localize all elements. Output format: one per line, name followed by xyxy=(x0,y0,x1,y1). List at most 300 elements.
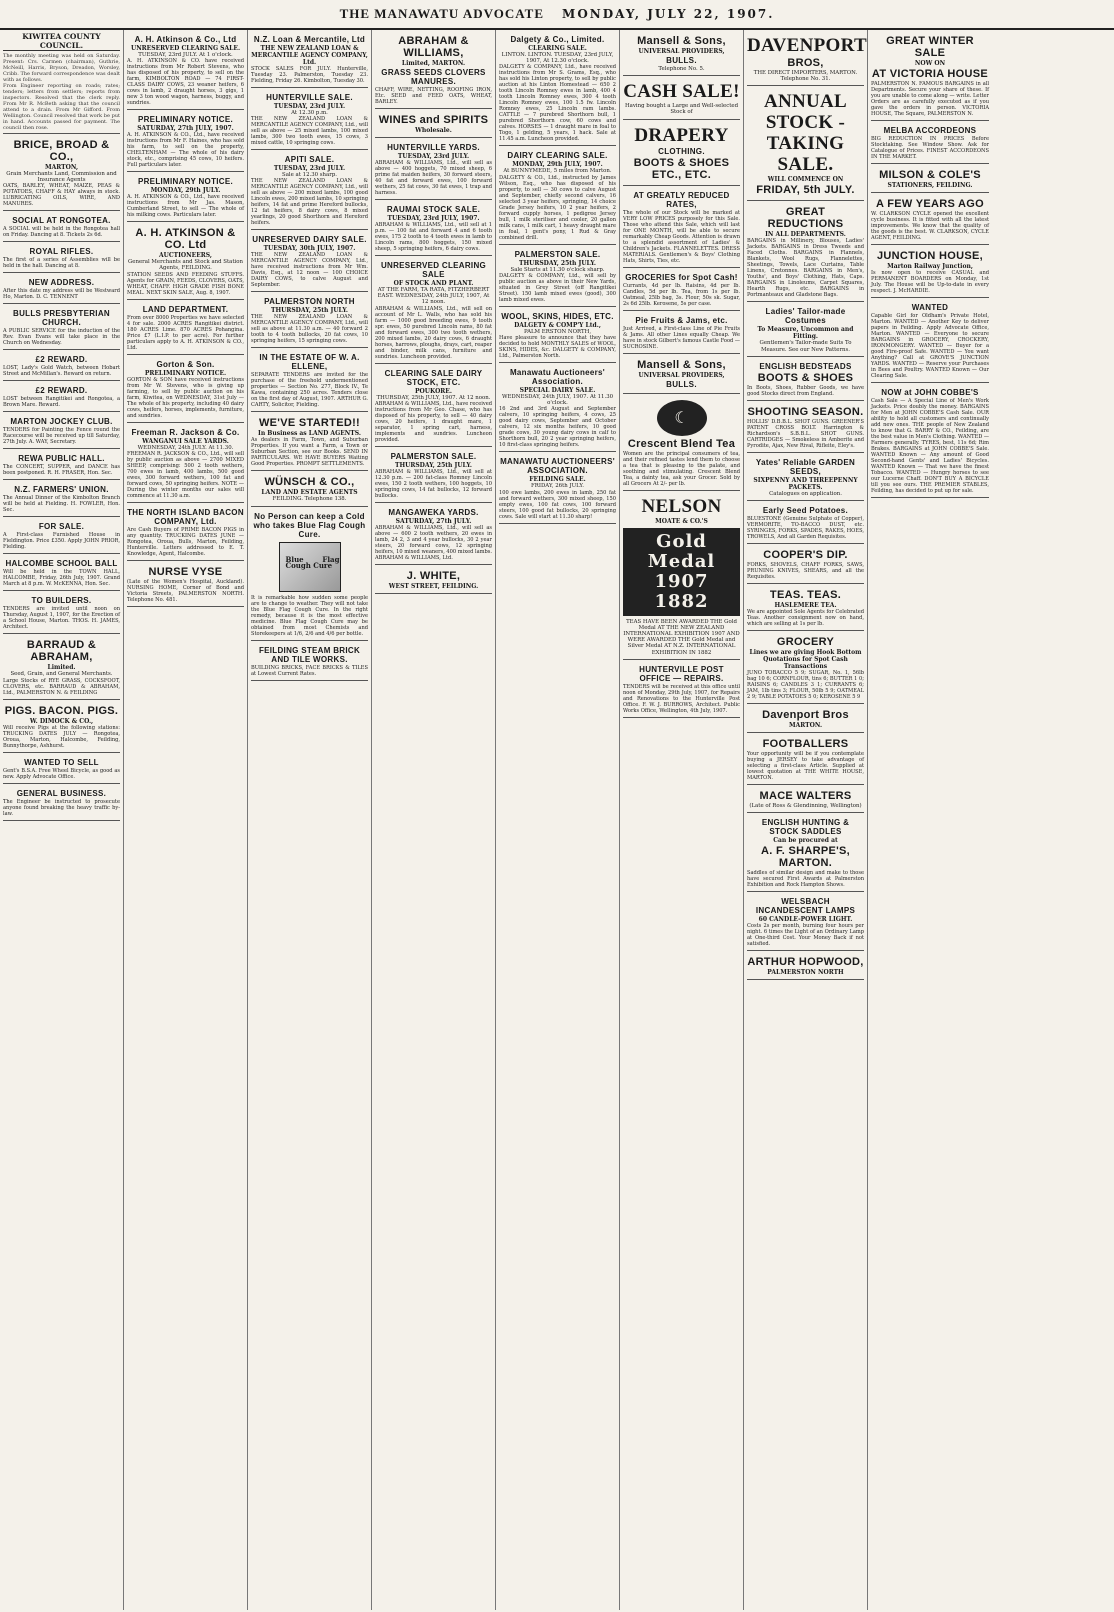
ad-tailor-costumes xyxy=(747,304,864,356)
ad-title: Pie Fruits & Jams, etc. xyxy=(635,315,728,325)
ad-subtitle: Wholesale. xyxy=(415,127,452,134)
ad-reward-2 xyxy=(3,383,120,412)
ad-poukore xyxy=(375,366,492,447)
ad-title: A. H. Atkinson & Co., Ltd xyxy=(134,35,237,44)
blue-flag-illustration xyxy=(279,542,341,592)
ad-body: 100 ewe lambs, 200 ewes in lamb, 250 fat and forward wethers, 300 mixed sheep, 150 empty ewes, 100 fat cows, 100 forward steers, 100 good fat bullocks, 20 springing cows. Sale will start at 11.30 sharp! xyxy=(499,489,616,520)
ad-body: (Late of the Women's Hospital, Auckland). NURSING HOME, Corner of Bond and Victoria Streets, PALMERSTON NORTH. Telephone No. 481. xyxy=(127,578,244,603)
ad-title: HUNTERVILLE POST OFFICE — REPAIRS. xyxy=(639,664,724,683)
ad-body: A. H. ATKINSON & CO., Ltd., have received instructions from Mr F. Haines, who has sold his farm, to sell on the property, CHELTENHAM — The whole of his dairy stock, etc., comprising 45 cows, 10 heifers. Full particulars later. xyxy=(127,132,244,169)
ad-line: At 12.30 p.m. xyxy=(291,110,328,116)
ad-groceries xyxy=(623,270,740,311)
ad-atkinson-auctioneers xyxy=(127,224,244,299)
ad-body: Costs 2s per month, burning four hours per night. 6 times the Light of an Ordinary Lamp at One-third Cost. Your Money Back if not satisfied. xyxy=(747,923,864,948)
ad-blue-flag xyxy=(251,509,368,641)
ad-body: ABRAHAM & WILLIAMS, Ltd., will sell on account of Mr L. Walls, who has sold his farm — 1000 good breeding ewes, 9 tooth spr. ewes, 50 purebred Lincoln rams, 80 fat and forward ewes, 300 two tooth wethers, 200 mixed lambs, 20 dairy cows, 6 draught horses, harrows, ploughs, drays, cart, reaper and binder, milk cans, furniture and sundries. Luncheon provided. xyxy=(375,305,492,360)
ad-body: A SOCIAL will be held in the Rongotea hall on Friday. Dancing at 8. Tickets 2s 6d. xyxy=(3,226,120,239)
ad-subtitle: MONDAY, 29th JULY. xyxy=(150,187,221,195)
ad-title: HUNTERVILLE YARDS. xyxy=(387,143,480,152)
ad-brice-broad xyxy=(3,136,120,211)
ad-subtitle: MARTON, xyxy=(44,164,79,171)
ad-body: Cash Sale — A Special Line of Men's Work Jackets. Price doubly the money. BARGAINS for Men at JOHN COBBE'S Cash Sale. OUR ability to hold all customers and continually add new ones. THE people of New Zealand to know that G. BARRY & CO., Feilding, are the best value in Men's Clothing. WANTED — Farmers generally. TYRES, best, 11s 6d; Rim Brakes. BARGAINS at JOHN COBBE'S Sale. WANTED Known — Any amount of Good Second-hand Gents' and Ladies' Bicycles. WANTED Known — That we have the finest Tobacco. WANTED — Hungry horses to see our Lucerne Chaff. DON'T BUY A BICYCLE till you see ours. THE PREMIER STABLES, Feilding, has decided to put up for sale. xyxy=(871,398,990,494)
ad-subtitle: TUESDAY, 23rd JULY. xyxy=(397,153,470,160)
ad-body: Will receive Pigs at the following stations: TRUCKING DATES JULY — Rongotea, Oroua, Marton, Halcombe, Feilding, Bunnythorpe, Ashhurst. xyxy=(3,724,120,749)
ad-body: ABRAHAM & WILLIAMS, Ltd., will sell at 1 p.m. — 100 fat and forward 4 and 6 tooth ewes, 175 2 tooth to 4 tooth ewes in lamb to Lincoln rams, 800 hoggets, 150 mixed sheep, 5 springing heifers, 6 dairy cows. xyxy=(375,222,492,252)
ad-manawatu-feilding xyxy=(499,454,616,523)
newspaper-page xyxy=(0,30,1114,1610)
ad-body: ABRAHAM & WILLIAMS, Ltd., will sell as above — 600 2 tooth wethers, 20 ewes in lamb, 24 2, 3 and 4 year bullocks, 30 2 year steers, 20 forward cows, 12 springing heifers, 10 mixed weaners, 400 mixed lambs. ABRAHAM & WILLIAMS, Ltd. xyxy=(375,524,492,561)
ad-new-address xyxy=(3,275,120,304)
ad-title: NEW ADDRESS. xyxy=(28,278,95,288)
ad-body: LOST, Lady's Gold Watch, between Hobart Street and McMillan's. Reward on return. xyxy=(3,365,120,378)
gold-medal-text: Gold Medal xyxy=(647,530,716,572)
column-6 xyxy=(620,30,744,1610)
ad-body: CHAFF, WIRE, NETTING, ROOFING IRON, Etc. SEED and FEED OATS, WHEAT, BARLEY. xyxy=(375,87,492,105)
ad-title: NELSON xyxy=(641,495,722,517)
ad-body: THE NEW ZEALAND LOAN & MERCANTILE AGENCY COMPANY, Ltd., have received instructions from Mr Wm. Davis, Esq., at 12 noon — 100 CHOICE DAIRY COWS, to calve August and September. xyxy=(251,252,368,289)
ad-body: BUILDING BRICKS, FACE BRICKS & TILES at Lowest Current Rates. xyxy=(251,664,368,677)
ad-subtitle: HASLEMERE TEA. xyxy=(774,602,837,610)
ad-title: NOW at JOHN COBBE'S xyxy=(881,388,979,397)
ad-body: A. H. ATKINSON & CO., Ltd., have received instructions from Mr Jas. Mason, Cumberland Street, to sell — The whole of his milking cows. Particulars later. xyxy=(127,194,244,219)
ad-j-white xyxy=(375,567,492,594)
ad-body: Are Cash Buyers of PRIME BACON PIGS in any quantity. TRUCKING DATES JUNE — Rongotea, Oroua, Bulls, Marton, Feilding, Hunterville. Letters addressed to E. T. Knowledge, Agent, Halcombe. xyxy=(127,526,244,557)
ad-body: After this date my address will be Westward Ho, Marton. D. C. TENNENT xyxy=(3,288,120,301)
article-intro: The monthly meeting was held on Saturday. Present: Crs. Carmen (chairman), Guthrie, McNeill, Harris, Bryson, Dreadon, Worsley, Cribb. The forward correspondence was dealt with as follows. xyxy=(3,53,120,83)
ad-body: Saddles of similar design and make to those have secured First Awards at Palmerston Exhibition and Rock Hampton Shows. xyxy=(747,870,864,889)
ad-title: MELBA ACCORDEONS xyxy=(883,126,977,135)
ad-body: STATION SEEDS AND FEEDING STUFFS. Agents for GRAIN, FEEDS, CLOVERS, OATS, WHEAT, CHAFF. HIGH GRADE FISH BONE MEAL. NEXT SKIN SALE, Aug. 8, 1907. xyxy=(127,271,244,296)
column-5 xyxy=(496,30,620,1610)
ad-weve-started xyxy=(251,414,368,471)
ad-title: ENGLISH HUNTING & STOCK SADDLES xyxy=(761,818,850,837)
ad-teas xyxy=(747,586,864,631)
ad-subtitle: Marton Railway Junction, xyxy=(887,263,973,270)
ad-to-builders xyxy=(3,593,120,634)
ad-title: GREAT WINTER SALE xyxy=(886,35,974,59)
ad-subtitle: Limited, MARTON. xyxy=(401,60,466,67)
ad-subtitle: THURSDAY, 25th JULY. xyxy=(394,461,472,469)
ad-title: RAUMAI STOCK SALE. xyxy=(386,205,481,214)
ad-stocktaking xyxy=(747,88,864,201)
ad-welsbach xyxy=(747,894,864,951)
ad-footballers xyxy=(747,735,864,785)
ad-jockey-club xyxy=(3,414,120,449)
ad-pie-fruits xyxy=(623,313,740,354)
ad-title: TEAS. TEAS. xyxy=(769,589,842,602)
ad-body: A PUBLIC SERVICE for the induction of the Rev. Evan Evans will take place in the Church on Wednesday. xyxy=(3,328,120,347)
ad-dalgety-clearing xyxy=(499,32,616,146)
ad-title: HALCOMBE SCHOOL BALL xyxy=(5,559,118,569)
ad-body: Your opportunity will be if you contemplate buying a JERSEY to take advantage of selecting a first-class Article. Supplied at lowest quotation at THE WHITE HOUSE, MARTON. xyxy=(747,751,864,782)
ad-body: STOCK SALES FOR JULY. Hunterville, Tuesday 23. Palmerston, Tuesday 23. Fielding, Friday 26. Kimbolton, Tuesday 30. xyxy=(251,66,368,84)
ad-mansell-footer xyxy=(623,356,740,394)
ad-general-business xyxy=(3,786,120,821)
ad-body: PALMERSTON N. FAMOUS BARGAINS in all Departments. Secure your share of these. If you are unable to come along — write. Letter Orders are as carefully executed as if you gave the orders in person. VICTORIA HOUSE, The Square, PALMERSTON N. xyxy=(871,81,989,117)
ad-garden-seeds xyxy=(747,455,864,501)
ad-body: From over 8000 Properties we have selected 4 for sale. 2000 ACRES Rangitikei district. 180 ACRES Lime. 870 ACRES Pohangina. Price £7 (L.I.P. to per acre). For further particulars apply to A. H. ATKINSON & CO., Ltd. xyxy=(127,314,244,351)
ad-title: N.Z. FARMERS' UNION. xyxy=(14,485,109,495)
ad-line: Grain Merchants Land, Commission and Insurance Agents xyxy=(6,171,117,184)
ad-saddles xyxy=(747,815,864,892)
ad-wanted-list xyxy=(871,300,989,383)
ad-body: The Annual Dinner of the Kimbolton Branch will be held at Fielding. H. FOWLER, Hon. Sec. xyxy=(3,495,120,514)
ad-title: COOPER'S DIP. xyxy=(763,549,848,562)
ad-line: TEAS HAVE BEEN AWARDED THE Gold Medal AT THE NEW ZEALAND INTERNATIONAL EXHIBITION 1907 AND WERE AWARDED THE Gold Medal and Silver Medal AT N.Z. INTERNATIONAL EXHIBITION IN 1882 xyxy=(623,618,740,656)
ad-subtitle: SATURDAY, 27th JULY. xyxy=(395,517,472,525)
ad-body: The CONCERT, SUPPER, and DANCE has been postponed. R. H. FRASER, Hon. Sec. xyxy=(3,464,120,477)
ad-title: Manawatu Auctioneers' Association. xyxy=(509,368,606,387)
ad-title: ARTHUR HOPWOOD, xyxy=(747,956,864,969)
ad-title: GREAT REDUCTIONS xyxy=(767,206,844,231)
ad-title: SOCIAL AT RONGOTEA. xyxy=(12,216,111,226)
ad-mangaweka xyxy=(375,505,492,565)
ad-line: AT THE FARM, TA RATA, FITZHERBERT EAST. WEDNESDAY, 24th JULY, 1907, At 12 noon. xyxy=(377,287,490,306)
ad-body: TENDERS will be received at this office until noon of Monday, 29th July, 1907, for Repairs and Renovations to the Hunterville Post Office. F. W. J. BURROWS, Architect. Public Works Office, Wellington, 4th July, 1907. xyxy=(623,683,740,714)
ad-line: FRIDAY, 5th JULY. xyxy=(756,184,855,197)
ad-body: HOLLIS' D.B.B.L. SHOT GUNS. GREENER'S PATENT CROSS BOLT. Harrington & Richardson's S.B.B.L. SHOT GUNS. CARTRIDGES — Smokeless in Amberite and Pyrodite, Ajax, New Rival, Rifleite, Eley's. xyxy=(747,418,864,449)
ad-title: MACE WALTERS xyxy=(759,790,852,803)
ad-body: The first of a series of Assemblies will be held in the hall. Dancing at 8. xyxy=(3,257,120,270)
ad-subtitle: BROS, xyxy=(787,57,824,69)
column-1 xyxy=(0,30,124,1610)
ad-subtitle: Lines we are giving Hook Bottom Quotations for Spot Cash Transactions xyxy=(749,649,862,671)
ad-junction-house xyxy=(871,247,989,298)
ad-subtitle: TUESDAY, 23rd JULY. xyxy=(273,165,346,173)
ad-subtitle: IN ALL DEPARTMENTS. xyxy=(765,231,846,239)
ad-drapery xyxy=(623,122,740,186)
ad-cash-sale xyxy=(623,78,740,119)
ad-title: PRELIMINARY NOTICE. xyxy=(137,115,234,125)
ad-title: JUNCTION HOUSE, xyxy=(877,250,983,262)
ad-body: Women are the principal consumers of tea, and their refined tastes lend them to choose a tea that is pleasing to the palate, and soothing and stimulating. Crescent Blend Tea, a dainty tea, ask your Grocer. Sold by all Grocers At 2/- per lb. xyxy=(623,450,740,487)
ad-subtitle: TUESDAY, 30th JULY, 1907. xyxy=(263,245,356,253)
ad-wool-skins xyxy=(499,309,616,363)
ad-unreserved-dairy xyxy=(251,232,368,292)
ad-body: ABRAHAM & WILLIAMS, Ltd., have received instructions from Mr Geo. Chase, who has disposed of his property, to sell — 40 dairy cows, 20 heifers, 1 draught mare, 1 separator, 1 spring cart, harness, implements and sundries. Luncheon provided. xyxy=(375,400,492,443)
ad-halcombe-ball xyxy=(3,556,120,591)
ad-john-cobbe xyxy=(871,385,989,498)
ad-line: BULLS. xyxy=(666,56,697,65)
ad-title: DRAPERY xyxy=(634,124,729,146)
ad-atkinson-clearing xyxy=(127,32,244,110)
ad-subtitle: To Measure, Uncommon and Fitting. xyxy=(757,326,854,341)
ad-subtitle: SIXPENNY AND THREEPENNY PACKETS. xyxy=(753,476,858,491)
ad-subtitle: WEST STREET, FEILDING. xyxy=(388,582,479,590)
ad-body: The Engineer be instructed to prosecute anyone found breaking the heavy traffic by-law. xyxy=(3,798,120,817)
ad-title: GROCERIES for Spot Cash! xyxy=(625,272,738,282)
ad-title: PRELIMINARY NOTICE. xyxy=(137,177,234,187)
ad-subtitle: MOATE & CO.'S xyxy=(655,517,708,525)
ad-title: £2 REWARD. xyxy=(35,386,88,396)
ad-title: HUNTERVILLE SALE. xyxy=(266,93,353,102)
ad-subtitle: Can be procured at xyxy=(773,837,838,845)
ad-estate-ellene xyxy=(251,350,368,412)
ad-hopwood xyxy=(747,953,864,980)
ad-body: Gent's B.S.A. Free Wheel Bicycle, as good as new. Apply Advocate Office. xyxy=(3,767,120,780)
ad-body: FORKS, SHOVELS, CHAFF FORKS, SAWS, PRUNING KNIVES, SHEARS, and all the Requisites. xyxy=(747,562,864,581)
ad-manawatu-dairy xyxy=(499,365,616,452)
ad-seed-potatoes xyxy=(747,503,864,544)
ad-land-department xyxy=(127,302,244,355)
ad-unreserved-clearing xyxy=(375,258,492,364)
ad-body: A First-class Furnished House in Fieldington. Price £350. Apply JOHN PRIOR, Fielding. xyxy=(3,532,120,551)
ad-subtitle: CLOTHING. xyxy=(658,146,705,156)
ad-title: CASH SALE! xyxy=(623,81,740,103)
ad-body: W. CLARKSON CYCLE opened the excellent cycle business. It is fitted with all the latest improvements. We know that the quality of the goods is the best. W. CLARKSON, CYCLE AGENT, FEILDING. xyxy=(871,211,989,241)
ad-body: LOST between Rangitikei and Rongotea, a Brown Mare. Reward. xyxy=(3,396,120,409)
ad-farmers-union xyxy=(3,482,120,517)
ad-shooting xyxy=(747,403,864,453)
ad-title: MILSON & COLE'S xyxy=(879,169,981,181)
ad-line: AT VICTORIA HOUSE xyxy=(871,68,989,80)
flag-label: Blue Flag Cough Cure xyxy=(285,554,340,570)
ad-body: In Boots, Shoes, Rubber Goods, we have good Stocks direct from England. xyxy=(747,384,864,397)
ad-title: FEILDING STEAM BRICK AND TILE WORKS. xyxy=(258,645,361,664)
ad-subtitle: OF STOCK AND PLANT. xyxy=(393,280,474,287)
ad-title: WANTED xyxy=(911,303,949,312)
ad-palmerston-sale xyxy=(375,449,492,503)
ad-title: THE NORTH ISLAND BACON COMPANY, Ltd. xyxy=(127,507,244,526)
ad-subtitle: (Late of Ross & Glendinning, Wellington) xyxy=(749,803,862,810)
ad-nurse-vyse xyxy=(127,563,244,607)
ad-davenport-footer xyxy=(747,706,864,733)
ad-line: THE DIRECT IMPORTERS, MARTON. Telephone No. 31. xyxy=(753,70,858,83)
ad-subtitle: UNIVERSAL PROVIDERS, xyxy=(638,48,725,55)
ad-title: ENGLISH BEDSTEADS xyxy=(759,361,852,371)
ad-title: PALMERSTON SALE. xyxy=(514,249,601,259)
ad-line: General Merchants and Stock and Station Agents, FEILDING. xyxy=(128,259,243,272)
ad-title: FOOTBALLERS xyxy=(762,738,849,751)
ad-brick-works xyxy=(251,643,368,681)
ad-body: TENDERS are invited until noon on Thursday, August 1, 1907, for the Erection of a School House, Marton. THOS. H. JAMES, Architect. xyxy=(3,606,120,631)
ad-subtitle: THURSDAY, 25th JULY. xyxy=(518,259,596,267)
ad-gorton-son xyxy=(127,357,244,423)
ad-subtitle: CLEARING SALE. xyxy=(528,45,587,52)
ad-palmerston-north xyxy=(251,294,368,348)
ad-line: PALM ERSTON NORTH, xyxy=(523,328,592,335)
ad-title: NURSE VYSE xyxy=(148,565,223,578)
ad-few-years-ago xyxy=(871,195,989,245)
ad-subtitle: LAND AND ESTATE AGENTS xyxy=(261,489,358,497)
ad-line: At BUNNYMEDE, 5 miles from Marton. xyxy=(503,168,612,175)
ad-title: BRICE, BROAD & CO., xyxy=(13,139,110,163)
ad-title: ABRAHAM & WILLIAMS, xyxy=(398,35,469,59)
ad-line: WEDNESDAY, 24th JULY, 1907. At 11.30 o'clock. xyxy=(501,394,614,407)
ad-title: MARTON JOCKEY CLUB. xyxy=(10,417,113,427)
masthead xyxy=(0,0,1114,30)
ad-pigs-bacon xyxy=(3,702,120,753)
column-2 xyxy=(124,30,248,1610)
ad-subtitle: SPECIAL DAIRY SALE. xyxy=(519,387,596,395)
ad-title: UNRESERVED CLEARING SALE xyxy=(380,261,487,279)
ad-bedsteads xyxy=(747,359,864,401)
ad-title: WANTED TO SELL xyxy=(24,757,99,767)
ad-subtitle: UNIVERSAL PROVIDERS, xyxy=(638,371,725,379)
ad-line: A. F. SHARPE'S, MARTON. xyxy=(760,845,851,870)
ad-subtitle: FEILDING SALE. xyxy=(529,476,586,484)
ad-body: Capable Girl for Oldham's Private Hotel, Marton. WANTED — Another Key to deliver papers in Feilding. Apply Advocate Office, Marton. WANTED — Everyone to secure BARGAINS in GROCERY, CROCKERY, IRONMONGERY. WANTED — Buyer for a good Fire-proof Safe. WANTED — You want Anything? Call at GROVE'S JUNCTION YARDS. WANTED — Reserve your Purchases in Bees and Poultry. WANTED Known — Our Clearing Sale. xyxy=(871,313,989,379)
ad-line: Catalogues on application. xyxy=(769,490,842,497)
ad-body: Will be held in the TOWN HALL, HALCOMBE, Friday, 26th July, 1907. Grand March at 8 p.m. W. McKENNA, Hon. Sec. xyxy=(3,569,120,588)
ad-title: Mansell & Sons, xyxy=(637,35,726,47)
ad-title: ANNUAL STOCK - TAKING SALE. xyxy=(763,91,848,176)
ad-body: Is now open to receive CASUAL and PERMANENT BOARDERS on Monday, 1st July. The House will be Up-to-date in every respect. J. McHARDIE. xyxy=(871,270,989,294)
ad-milson-cole xyxy=(871,166,989,193)
crescent-moon-icon: ☾ xyxy=(657,400,707,436)
ad-title: LAND DEPARTMENT. xyxy=(142,304,229,314)
ad-coopers-dip xyxy=(747,546,864,584)
ad-title: Gorton & Son. xyxy=(156,359,215,369)
ad-title: Early Seed Potatoes. xyxy=(762,506,849,516)
ad-line: BULLS. xyxy=(666,379,697,389)
ad-atkinson-prelim-2 xyxy=(127,174,244,222)
ad-body: As dealers in Farm, Town, and Suburban Properties. If you want a Farm, a Town or Suburban Section, see our Books. SEND IN PARTICULARS. WE HAVE BUYERS Waiting Good Properties. PROMPT SETTLEMENTS. xyxy=(251,437,368,468)
paper-name: THE MANAWATU ADVOCATE xyxy=(339,6,545,21)
ad-title: AT GREATLY REDUCED RATES, xyxy=(633,190,730,209)
ad-body: THE NEW ZEALAND LOAN & MERCANTILE AGENCY COMPANY, Ltd., will sell as above — 25 mixed lambs, 100 mixed lambs, 300 two tooth ewes, 15 cows, 3 mixed cattle, 10 springing cows. xyxy=(251,116,368,147)
ad-reward-1 xyxy=(3,352,120,381)
ad-melba xyxy=(871,123,989,164)
ad-subtitle: WANGANUI SALE YARDS. xyxy=(142,437,229,445)
ad-body: Just Arrived, a First-class Line of Pie Fruits & Jams. All other Lines equally Cheap. We have in stock Gilbert's famous Castle Food — SUCROSINE. xyxy=(623,325,740,350)
ad-title: SHOOTING SEASON. xyxy=(747,405,864,418)
ad-for-sale xyxy=(3,519,120,554)
ad-hunterville-yards xyxy=(375,140,492,200)
ad-barraud-abraham xyxy=(3,636,120,699)
ad-title: REWA PUBLIC HALL. xyxy=(18,454,105,464)
ad-title: APITI SALE. xyxy=(284,155,335,165)
ad-title: PIGS. BACON. PIGS. xyxy=(4,704,119,717)
ad-title: MANGAWEKA YARDS. xyxy=(388,507,479,517)
ad-body: DALGETY & COMPANY, Ltd., have received instructions from Mr S. Grams, Esq., who has sold his Linton property, to sell by public auction at his Linton Homestead — 650 2 tooth Lincoln Romney ewes in lamb, 400 4 tooth Lincoln Romney ewes, 300 4 tooth Lincoln Romney ewes, 100 1.5 fw. Lincoln Romney ewes, 25 Lincoln ram lambs. CATTLE — 7 purebred Shorthorn bull, 1 purebred Shorthorn cow, 60 cows and calves. HORSES — 1 draught mare in foal to Togo, 1 gelding, 5 years, 1 hack. Sale at 11.45 a.m. Luncheon provided. xyxy=(499,64,616,143)
ad-line: Seed, Grain, and General Merchants. xyxy=(10,671,113,678)
ad-wines-spirits xyxy=(375,111,492,138)
ad-title: A FEW YEARS AGO xyxy=(876,198,984,210)
ad-body: DALGETY & COMPANY, Ltd., will sell by public auction as above in their New Yards, situated in Grey Street (off Rangitikei Street). 150 lamb mixed ewes (good), 300 lamb mixed ewes. xyxy=(499,272,616,303)
ad-subtitle: In Business as LAND AGENTS. xyxy=(258,430,361,438)
column-8 xyxy=(868,30,992,1610)
ad-body: OATS, BARLEY, WHEAT, MAIZE, PEAS & POTATOES, CHAFF & HAY always in stock. LUBRICATING OILS, WIRE, AND MANURES. xyxy=(3,183,120,208)
ad-subtitle: THURSDAY, 25th JULY. xyxy=(270,307,348,315)
article-body: From Engineer reporting on roads; rates; tenders; letters from settlers; reports from inspectors. Resolved that the clerk reply. From Mr R. McBeth asking that the council attend to a drain. From Mr Gifford. From Wellington. Council resolved that work be put in hand. Accounts passed for payment. The council then rose. xyxy=(3,83,120,131)
ad-line: WEDNESDAY, 24th JULY. At 11.30. xyxy=(137,444,234,451)
ad-body: A. H. ATKINSON & CO. have received instructions from Mr Robert Stevens, who has disposed of his property, to sell on the farm, KIMBOLTON ROAD — 74 FIRST-CLASS DAIRY COWS, 23 weaner heifers, 6 cows in lamb, 2 draught horses, 3 gigs, 1 new 3 ton wood wagon, harness, buggy, and sundries. xyxy=(127,58,244,107)
ad-nelson-teas xyxy=(623,493,740,660)
ad-hunterville-sale xyxy=(251,90,368,150)
ad-subtitle: NOW ON xyxy=(914,60,946,67)
ad-body: ABRAHAM & WILLIAMS, Ltd., will sell at 12.30 p.m. — 200 fat-class Romney Lincoln ewes, 150 2 tooth wethers, 100 hoggets, 10 springing cows, 14 fat bullocks, 12 forward bullocks. xyxy=(375,468,492,499)
ad-subtitle: POUKORE. xyxy=(415,387,452,395)
ad-mace-walters xyxy=(747,787,864,813)
ad-title: No Person can keep a Cold who takes Blue Flag Cough Cure. xyxy=(253,511,366,539)
ad-subtitle: BOOTS & SHOES xyxy=(757,371,854,384)
ad-body: 16 2nd and 3rd August and September calvers, 10 springing heifers, 4 cows, 25 good dairy cows, September and October calvers, 12 six months heifers, 10 good grade cows, 30 young dairy cows in calf to Shorthorn bull, 20 2 year springing heifers, 10 first-class springing heifers. xyxy=(499,406,616,449)
ad-subtitle: MARTON. xyxy=(788,722,823,730)
ad-title: WINES and SPIRITS xyxy=(378,114,489,126)
ad-grocery xyxy=(747,633,864,704)
article-title: KIWITEA COUNTY COUNCIL. xyxy=(3,32,120,51)
ad-body: ABRAHAM & WILLIAMS, Ltd., will sell as above — 400 hoggets, 70 mixed sheep, 6 prime fat maiden heifers, 30 forward steers, 40 fat and forward ewes, 100 forward wethers, 25 fat cows, 30 fat ewes, 1 trap and harness. xyxy=(375,160,492,196)
ad-body: Having bought a Large and Well-selected Stock of xyxy=(624,103,739,116)
ad-body: BLUESTONE (Genuine Sulphate of Copper), VERMORITE, TO-BACCO DUST, etc. SYRINGES, FORKS, SPADES, RAKES, HOES, TROWELS, And all Garden Requisites. xyxy=(747,516,864,541)
ad-title: £2 REWARD. xyxy=(35,355,88,365)
ad-apiti-sale xyxy=(251,152,368,230)
ad-line: Gentlemen's Tailor-made Suits To Measure. See our New Patterns. xyxy=(759,340,852,353)
ad-mansell-header xyxy=(623,32,740,76)
ad-body: BIG REDUCTION IN PRICES Before Stocktaking. See Window Show. Ask for Catalogue of Prices. FINEST ACCORDEONS IN THE MARKET. xyxy=(871,136,989,160)
ad-title: Crescent Blend Tea xyxy=(627,437,736,450)
ad-title: CLEARING SALE DAIRY STOCK, ETC. xyxy=(384,368,483,387)
ad-line: Sale at 12.30 sharp. xyxy=(282,172,337,179)
ad-title: UNRESERVED DAIRY SALE. xyxy=(252,235,367,245)
ad-nz-loan-schedule xyxy=(251,32,368,88)
ad-subtitle: 60 CANDLE-POWER LIGHT. xyxy=(758,916,853,924)
ad-line: FEILDING. Telephone 138. xyxy=(272,496,347,503)
ad-title: WÜNSCH & CO., xyxy=(264,476,355,489)
ad-title: Ladies' Tailor-made Costumes xyxy=(765,307,846,326)
ad-title: Freeman R. Jackson & Co. xyxy=(131,427,240,437)
ad-subtitle: MONDAY, 29th JULY, 1907. xyxy=(512,161,603,169)
ad-body: TENDERS for Painting the Fence round the Racecourse will be received up till Saturday, 27th July. A. WAY, Secretary. xyxy=(3,427,120,446)
ad-raumai-sale xyxy=(375,202,492,256)
ad-title: PALMERSTON NORTH xyxy=(264,297,355,307)
ad-subtitle: UNRESERVED CLEARING SALE. xyxy=(130,45,241,52)
ad-line: TUESDAY, 23rd JULY. At 1 o'clock. xyxy=(138,52,233,58)
ad-subtitle: WILL COMMENCE ON xyxy=(767,176,844,184)
ad-line: FRIDAY, 26th JULY. xyxy=(531,483,584,490)
ad-title: BARRAUD & ABRAHAM, xyxy=(26,639,97,664)
ad-subtitle: W. DIMOCK & CO., xyxy=(29,717,94,725)
ad-body: GORTON & SON have received instructions from Mr W. Stevens, who is giving up farming, to sell by public auction on his farm, Kiwitea, on WEDNESDAY, 31st July — The whole of his property, including 40 dairy cows, heifers, horses, implements, furniture, and sundries. xyxy=(127,376,244,419)
ad-rewa-hall xyxy=(3,451,120,480)
ad-title: WOOL, SKINS, HIDES, ETC. xyxy=(501,311,614,321)
ad-subtitle: PRELIMINARY NOTICE. xyxy=(144,369,227,377)
column-3 xyxy=(248,30,372,1610)
ad-body: JUNO TOBACCO 5 9; SUGAR, No. 1, 56lb bag 10 6; CORNFLOUR, tins 6; BUTTER 1 0; RAISINS 6; CANDLES 3 1; CURRANTS 6; JAM, 1lb tins 3; FLOUR, 50lb 5 9; OATMEAL 2 9; TABLE POTATOES 5 0; KEROSENE 5 9 xyxy=(747,670,864,701)
ad-body: THE NEW ZEALAND LOAN & MERCANTILE AGENCY COMPANY, Ltd., will sell as above at 11.30 a.m. — 40 forward 2 tooth to 4 tooth bullocks, 20 fat cows, 10 springing heifers, 15 springing cows. xyxy=(251,314,368,345)
ad-line: Sale Starts at 11.30 o'clock sharp. xyxy=(510,266,605,273)
ad-abraham-williams xyxy=(375,32,492,109)
ad-title: GENERAL BUSINESS. xyxy=(16,788,107,798)
ad-atkinson-prelim-1 xyxy=(127,112,244,172)
ad-line: BOOTS & SHOES ETC., ETC. xyxy=(633,156,730,181)
ad-subtitle: STATIONERS, FEILDING. xyxy=(887,182,973,189)
ad-wanted-sell xyxy=(3,755,120,784)
award-year-1882: 1882 xyxy=(654,590,709,612)
ad-title: Mansell & Sons, xyxy=(637,358,726,371)
ad-line: THURSDAY, 25th JULY, 1907. At 12 noon. xyxy=(376,394,491,401)
ad-subtitle: Limited. xyxy=(47,664,76,672)
ad-title: WELSBACH INCANDESCENT LAMPS xyxy=(755,897,856,916)
ad-subtitle: AUCTIONEERS, xyxy=(159,252,212,260)
ad-title: TO BUILDERS. xyxy=(31,596,92,606)
ad-social xyxy=(3,213,120,242)
ad-subtitle: PALMERSTON NORTH xyxy=(767,969,844,977)
ad-title: IN THE ESTATE OF W. A. ELLENE, xyxy=(259,353,360,372)
ad-subtitle: TUESDAY, 23rd JULY, 1907. xyxy=(387,215,480,222)
ad-title: BULLS PRESBYTERIAN CHURCH. xyxy=(13,309,110,328)
ad-title: PALMERSTON SALE. xyxy=(390,451,477,461)
ad-body: BARGAINS in Millinery, Blouses, Ladies' Jackets. BARGAINS in Dress Tweeds and Faced Cloths. BARGAINS in Flannels, Blankets, Wool Rugs, Flannelettes, Sheetings, Towels, Lace Curtains, Table Linens, Cretonnes. BARGAINS in Men's, Youths', and Boys' Clothing, Hats, Caps. BARGAINS in Linoleums, Carpet Squares, Hearth Rugs, etc. BARGAINS in Portmanteaux and Gladstone Bags. xyxy=(747,238,864,299)
ad-title: Dalgety & Co., Limited. xyxy=(510,35,605,44)
ad-body: Large Stocks of RYE GRASS, COCKSFOOT, CLOVERS, etc. BARRAUD & ABRAHAM, Ltd., PALMERSTON N. & FEILDING xyxy=(3,677,120,696)
ad-body: Currants, 4d per lb. Raisins, 4d per lb. Candles, 5d per lb. Tea, from 1s per lb. Oatmeal, 25lb bag, 3s. Flour, 50s sk. Sugar, 2s 6d 25lb. Kerosene, 5s per case. xyxy=(623,282,740,307)
ad-title: DAVENPORT xyxy=(747,35,867,56)
ad-body: DALGETY & CO., Ltd., instructed by James Wilson, Esq., who has disposed of his property, to sell — 30 cows to calve August and September, chiefly second calvers, 16 selected 3 year heifers, springing, 14 choice Grade Jersey heifers, 10 2 year heifers, 2 forward cupply horses, 1 pedigree Jersey bull, 1 milk steriliser and cooler, 20 gallon milk cans, 1 milk cart, 1 heavy draught mare in foal, 1 gent's pony, 1 Rud & Gray combined drill. xyxy=(499,174,616,241)
ad-title: DAIRY CLEARING SALE. xyxy=(507,151,608,161)
ad-royal-rifles xyxy=(3,244,120,273)
